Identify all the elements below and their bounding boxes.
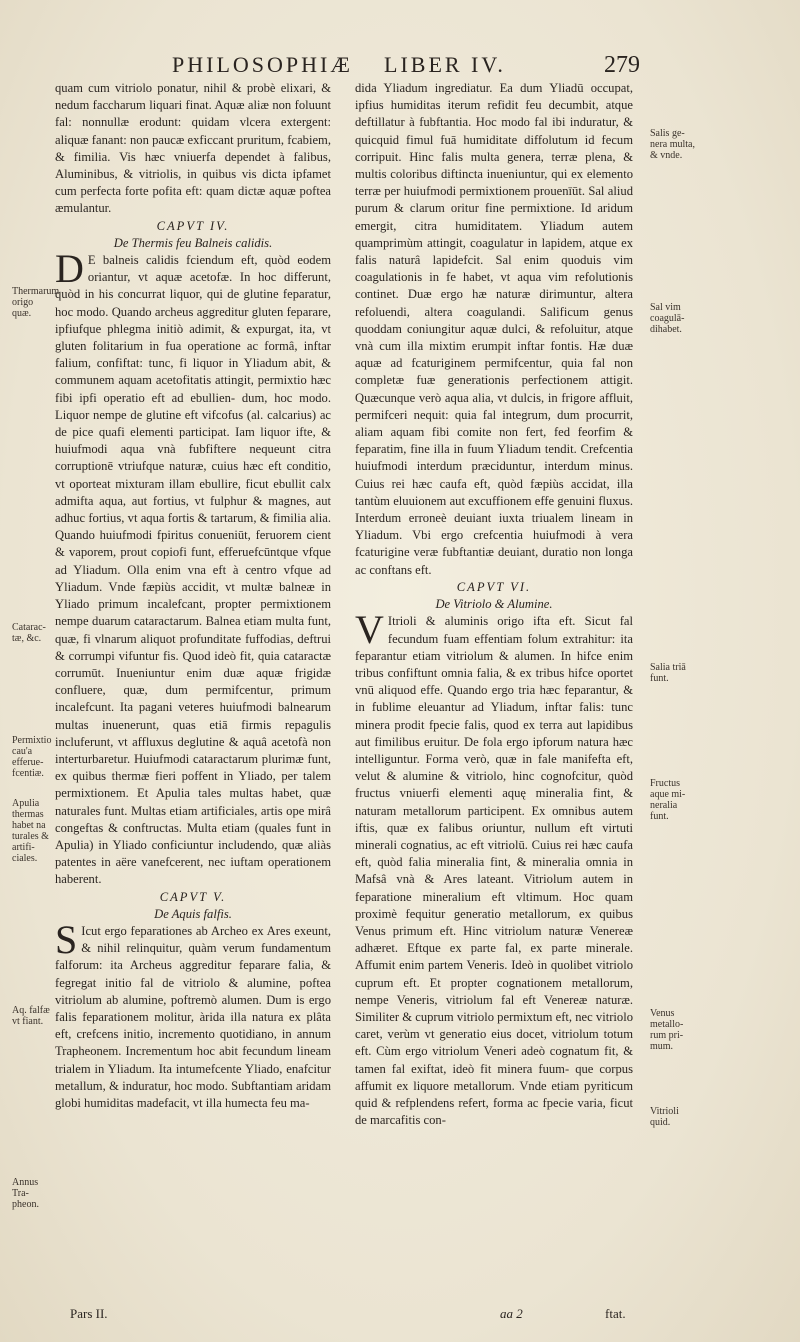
- chapter-subtitle: De Thermis feu Balneis calidis.: [113, 235, 273, 250]
- margin-note: Thermarum origo quæ.: [12, 286, 60, 319]
- left-column: [55, 80, 331, 1112]
- margin-note: Annus Tra- pheon.: [12, 1177, 39, 1210]
- chapter-text: Icut ergo feparationes ab Archeo ex Ares exeunt, & nihil relinquitur, quàm verum fundamentum falforum: ita Archeus aggreditur feparare falia, & fegregat initio fal de vitriolo & alumine, poftea vitriolum ab alumine, poftremò alumen. Dum is ergo falis feparationem molitur, àrida illa natura ex plâta eft, crefcens initio, incremento quotidiano, in annum Trapheonem. Incrementum hoc abit fecundum lineam trialem in Yliadum. Ita intumefcente Yliado, enafcitur metallum, & induratur, hoc modo. Subftantiam aridam globi humiditas madefacit, vt illa humecta feu ma-: [55, 923, 331, 1110]
- chapter-text: E balneis calidis fciendum eft, quòd eodem oriantur, vt aquæ acetofæ. In hoc differunt, quòd in his concurrat liquor, qui de glutine feparatur, hoc modo. Quando archeus aggreditur gluten feparare, ipfiufque phlegma initiò adimit, & expurgat, ita, vt gluten folitarium in fua operatione ac formâ, inftar falium, confiftat: tunc, fi liquor in Yliadum abit, & communem aquam acetofitatis attingit, permixtio hæc fibi ipfi operatio eft ad ebullien- dum, hoc modo. Liquor nempe de glutine eft vifcofus (al. calcarius) ac de pice quafi elementi participat. Iam liquor ifte, & huiufmodi aqua vnà fubfiftere nequeunt citra corruptionē vtriufque naturæ, cuius hæc eft conditio, vt oporteat mixturam illam ebullire, ficut ebullit calx admifta aqua, aut fortius, vt fulphur & magnes, aut adhuc fortius, vt aqua fortis & tartarum, & fimilia alia. Quando huiufmodi fpiritus conueniūt, feruorem cient & vaporem, prout copiofi funt, efferuefcūntque vfque ad Yliadum. Olla enim vna eft à centro vfque ad Yliadum. Vnde fæpiùs accidit, vt multæ balneæ in Yliado primum incalefcant, propter permixtionem nempe duarum cataractarum. Balnea etiam multa funt, quæ, fi vlnarum aliquot profunditate fuffodias, deftrui & corrumpi vifuntur fis. Quod ideò fit, quia cataractæ corrumūt. Inueniuntur enim duæ aquæ frigidæ confluere, quæ, dum permifcentur, primum incalefcunt. Ita pagani veteres huiufmodi balnearum multas inuenerunt, quas etiā firmis repagulis incluferunt, vt affluxus deglutine & aquâ acetofà non interturbaretur. Huiufmodi cataractarum plurimæ funt, ex quibus thermæ fieri poffent in Yliado, per talem permixtionem. Et Apulia tales multas habet, quæ naturales funt. Multas etiam artificiales, artis ope mirâ congeftas & conftructas. Multa etiam (quales funt in Apulia) in Yliado conficiuntur includendo, quæ aliàs patentes in aëre vanefcerent, nec iuftam operationem haberent.: [55, 253, 331, 887]
- paragraph: quam cum vitriolo ponatur, nihil & probè elixari, & nedum faccharum liquari finat. Aquæ aliæ non foluunt fal: nonnullæ erodunt: quidam vlcera extergent: aliquæ fanant: non paucæ exficcant pruritum, fcabiem, & fimilia. Vis hæc vniuerfa dependet à falibus, Aluminibus, & vitriolis, in quibus vis dicta ipfamet cum perfecta forte pofita eft: quam dictæ aquæ poftea æmulantur.: [55, 81, 331, 216]
- margin-note: Fructus aque mi- neralia funt.: [650, 778, 686, 822]
- margin-note: Salis ge- nera multa, & vnde.: [650, 128, 695, 161]
- margin-note: Catarac- tæ, &c.: [12, 622, 46, 644]
- chapter-subtitle: De Vitriolo & Alumine.: [435, 597, 553, 612]
- running-head-right: LIBER IV.: [384, 52, 506, 77]
- paragraph: dida Yliadum ingrediatur. Ea dum Yliadū occupat, ipfius humiditas iterum refidit feu decumbit, atque deftillatur à fubftantia. Hoc modo fal ibi induratur, & quicquid fimul fuā humiditate diffolutum id fecum corripuit. Hinc falis multa genera, terræ plena, & multis coloribus diftincta inueniuntur, qui ex elemento terræ per huiufmodi permixtionem prouenīūt. Sal aliud purum & clarum oritur fine permixtione. Id aridum emergit, citra humiditatem. Yliadum autem quamprimùm attingit, coagulatur in lapidem, atque ex falis naturâ lapidefcit. Sal enim quoduis vim coagulationis in fe habet, vt aqua vim refolutionis continet. Duæ ergo hæ naturæ dirimuntur, altera refoluendi, altera coagulandi. Salificum genus quoddam coniungitur aquæ dulci, & refoluitur, atque vnà cum illa mixtim erumpit inftar fontis. Hæ duæ aquæ ad fcaturiginem permifcentur, quia fal non completæ fuæ generationis perfectionem attigit. Quæcunque verò aqua alia, vt dulcis, in frigore affluit, permifceri nequit: quia fal integrum, dum procurrit, aliam aquam fibi comite non fert, fed feorfim & feparatim, fine illa in fuum Yliadum tendit. Crefcentia huiufmodi interdum præciduntur, interdum minus. Cuius rei hæc caufa eft, quòd fæpiùs accidat, illa tantùm eluuionem aut excuffionem effe genuini fluxus. Interdum erroneè deuiant iuxta triualem lineam in Yliadum. Vbi ergo crefcentia huiufmodi à vera fcaturigine veræ fubftantiæ deuiant, duratio non longa ac conftans eft.: [355, 81, 633, 577]
- chapter-body: [55, 246, 331, 889]
- chapter-body: [355, 607, 633, 1129]
- chapter-title: CAPVT IV.: [156, 218, 230, 233]
- drop-cap: S: [55, 916, 78, 962]
- catchword: ftat.: [605, 1306, 626, 1321]
- chapter-body: [55, 916, 331, 1112]
- margin-note: Salia triā funt.: [650, 662, 686, 684]
- margin-note: Apulia thermas habet na turales & artifi- ciales.: [12, 798, 49, 864]
- signature-mark: aa 2: [500, 1306, 523, 1321]
- margin-note: Venus metallo- rum pri- mum.: [650, 1008, 684, 1052]
- chapter-subtitle: De Aquis falfis.: [154, 906, 232, 921]
- signature-line: Pars II.: [70, 1306, 108, 1321]
- running-head-left: PHILOSOPHIÆ: [172, 52, 353, 77]
- margin-note: Aq. falfæ vt fiant.: [12, 1005, 50, 1027]
- page-number: 279: [604, 52, 640, 78]
- drop-cap: D: [55, 246, 84, 292]
- running-header: [0, 52, 800, 82]
- margin-note: Vitrioli quid.: [650, 1106, 679, 1128]
- chapter-title: CAPVT V.: [159, 889, 227, 904]
- right-column: [355, 80, 633, 1129]
- chapter-text: Itrioli & aluminis origo ifta eft. Sicut fal fecundum fuam effentiam folum extrahitur: ita feparantur etiam vitriolum & alumen. In hifce enim tribus confiftunt omnia falia, & ex tribus hifce oportet vnū aliquod effe. Quando ergo tria hæc feparantur, & in fublime eleuantur ad Yliadum, inftar falis: tunc minera prodit fpecie falis, quod ex terra aut lapidibus aut fimilibus eruitur. De fola ergo ipforum natura hæc intelliguntur. Forma verò, quæ in fale manifefta eft, velut & alumine & vitriolo, hinc cognofcitur, quòd fructus vniuerfi elementi aquę mineralia fint, & naturam metallorum participent. Ex omnibus autem iftis, quæ ex falibus oriuntur, nullum eft virtuti minerali cognatius, ac eft vitriolū. Cuius rei hæc caufa eft, quòd falia mineralia fint, & mineralia omnia in Mafsâ vnà & Ares lateant. Vitriolum autem in feparatione mineralium eft vltimum. Hoc quam proximè fequitur generatio metallorum, ex quibus Venus primum eft. Hinc vitriolum naturæ Venereæ adhæret. Eftque ex parte fal, ex parte minerale. Affumit enim partem Veneris. Ideò in quolibet vitriolo cuprum eft. Et propter cognationem metallorum, nempe Veneris, vitriolum fal eft Venereæ naturæ. Similiter & cuprum vitriolo permixtum eft, nec vitriolo caret, verùm vt generatio eius docet, vitriolum totum eft. Cùm ergo vitriolum Veneri adeò cognatum fit, & tamen fal exiftat, ideò fit minera fuum- que corpus affumit ex liquore metallorum. Vnde etiam pyriticum quid & refplendens refert, forma ac fpecie varia, ficut de marcafitis con-: [355, 614, 633, 1128]
- margin-note: Permixtio cau'a efferue- fcentiæ.: [12, 735, 52, 779]
- drop-cap: V: [355, 607, 384, 653]
- margin-note: Sal vim coagulā- dihabet.: [650, 302, 685, 335]
- chapter-title: CAPVT VI.: [456, 579, 532, 594]
